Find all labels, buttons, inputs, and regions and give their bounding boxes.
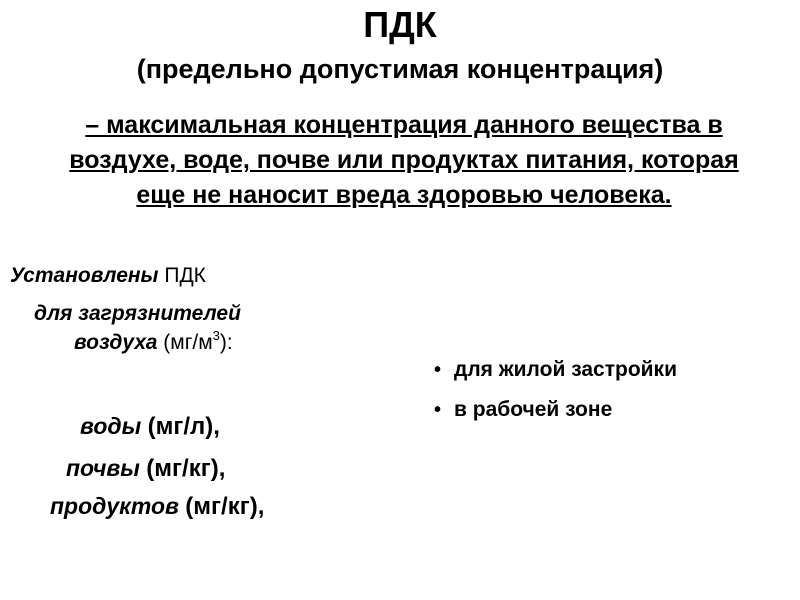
slide-title: ПДК <box>363 4 437 45</box>
established-pdk: ПДК <box>164 264 206 287</box>
bullet-icon: • <box>434 359 442 381</box>
slide-subtitle: (предельно допустимая концентрация) <box>136 54 664 84</box>
air-category-workplace: в рабочей зоне <box>454 398 613 421</box>
established-label: Установлены <box>10 264 159 287</box>
soil-line <box>66 454 225 483</box>
air-categories-list <box>434 350 677 430</box>
air-unit-prefix: (мг/м <box>163 331 213 354</box>
air-label: воздуха <box>74 331 158 354</box>
air-unit-suffix: ): <box>219 331 233 354</box>
food-line <box>50 492 264 521</box>
water-label: воды <box>80 413 142 439</box>
air-unit-superscript: 3 <box>212 328 220 343</box>
air-category-residential: для жилой застройки <box>454 358 677 381</box>
established-line <box>10 263 206 289</box>
air-line <box>74 330 233 356</box>
water-unit: (мг/л), <box>147 413 220 440</box>
food-unit: (мг/кг), <box>185 493 265 520</box>
list-item <box>434 390 677 430</box>
list-item <box>434 350 677 390</box>
food-label: продуктов <box>50 493 179 519</box>
air-intro-line <box>34 301 241 327</box>
soil-unit: (мг/кг), <box>146 455 226 482</box>
air-intro-label: для загрязнителей <box>34 302 241 325</box>
soil-label: почвы <box>66 455 140 481</box>
water-line <box>80 412 220 441</box>
definition-text: – максимальная концентрация данного вещества в воздухе, воде, почве или продуктах питания, которая еще не наносит вреда здоровью человека. <box>69 111 739 209</box>
air-unit <box>163 328 233 354</box>
bullet-icon: • <box>434 399 442 421</box>
